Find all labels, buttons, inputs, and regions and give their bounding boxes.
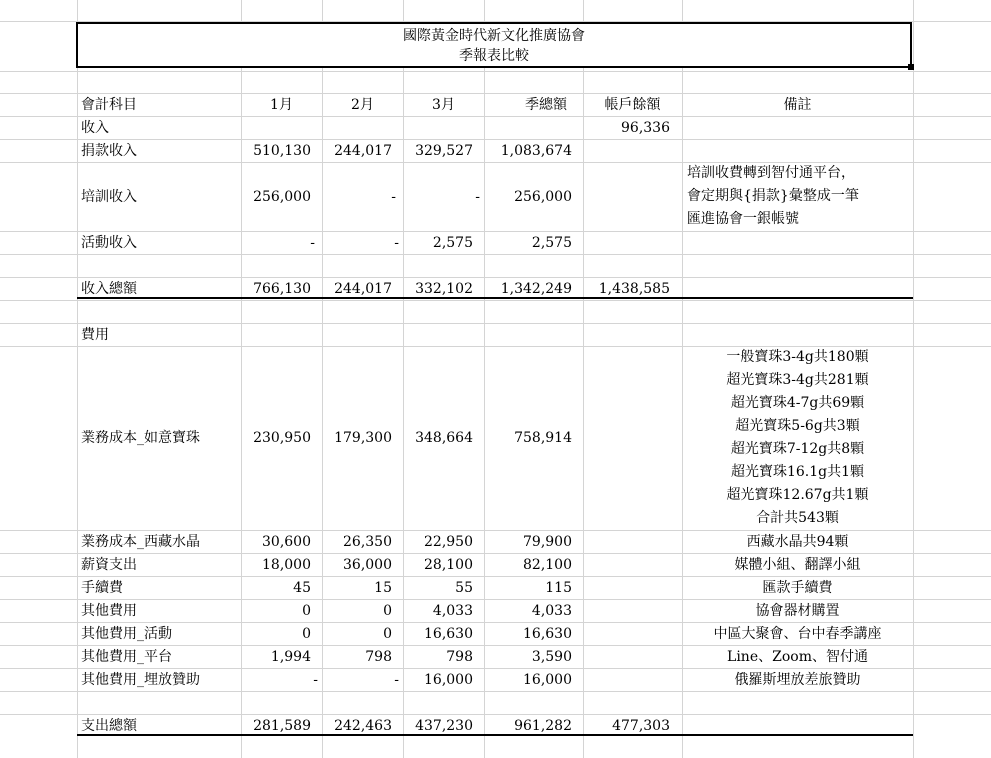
row-mar: 28,100 bbox=[424, 557, 473, 573]
row-mar: - bbox=[475, 189, 480, 205]
row-total: 115 bbox=[545, 580, 572, 596]
note-line: 超光寶珠3-4g共281顆 bbox=[726, 372, 869, 388]
row-total: 4,033 bbox=[531, 603, 572, 619]
row-feb: - bbox=[394, 235, 399, 251]
row-mar: 16,630 bbox=[424, 626, 473, 642]
note-line: 匯進協會一銀帳號 bbox=[687, 211, 799, 227]
row-total: 758,914 bbox=[514, 430, 572, 446]
row-item: 業務成本_如意寶珠 bbox=[81, 430, 200, 446]
expense-label: 費用 bbox=[81, 327, 109, 343]
row-note: 匯款手續費 bbox=[762, 580, 833, 596]
row-jan: 1,994 bbox=[270, 649, 311, 665]
row-mar: 348,664 bbox=[415, 430, 473, 446]
row-note: 中區大聚會、台中春季講座 bbox=[713, 626, 882, 642]
row-total: 1,083,674 bbox=[500, 143, 572, 159]
row-feb: 798 bbox=[365, 649, 392, 665]
row-jan: 230,950 bbox=[253, 430, 311, 446]
header-balance: 帳戶餘額 bbox=[604, 97, 661, 113]
row-total: 16,630 bbox=[523, 626, 572, 642]
row-item: 活動收入 bbox=[81, 235, 137, 251]
row-mar: 22,950 bbox=[424, 534, 473, 550]
row-total: 2,575 bbox=[531, 235, 572, 251]
row-note: 俄羅斯埋放差旅贊助 bbox=[734, 672, 861, 688]
row-jan: - bbox=[313, 672, 318, 688]
row-item: 捐款收入 bbox=[81, 143, 137, 159]
row-jan: - bbox=[310, 235, 315, 251]
row-total: 79,900 bbox=[523, 534, 572, 550]
row-item: 業務成本_西藏水晶 bbox=[81, 534, 200, 550]
header-jan: 1月 bbox=[270, 97, 293, 113]
row-jan: 18,000 bbox=[262, 557, 311, 573]
note-line: 超光寶珠4-7g共69顆 bbox=[730, 395, 865, 411]
expense-total-label: 支出總額 bbox=[81, 718, 137, 734]
row-total: 82,100 bbox=[523, 557, 572, 573]
row-feb: 0 bbox=[383, 603, 392, 619]
header-mar: 3月 bbox=[432, 97, 455, 113]
row-feb: 36,000 bbox=[343, 557, 392, 573]
total-border bbox=[77, 297, 913, 299]
grid-line bbox=[0, 323, 991, 324]
grid-line bbox=[0, 254, 991, 255]
expense-total-mar: 437,230 bbox=[415, 718, 473, 734]
selection-fill-handle[interactable] bbox=[908, 64, 914, 70]
expense-total-quarter: 961,282 bbox=[514, 718, 572, 734]
row-note: Line、Zoom、智付通 bbox=[727, 649, 868, 665]
row-jan: 510,130 bbox=[253, 143, 311, 159]
report-subtitle: 季報表比較 bbox=[459, 48, 529, 64]
row-jan: 256,000 bbox=[253, 189, 311, 205]
header-quarter-total: 季總額 bbox=[525, 97, 567, 113]
row-mar: 329,527 bbox=[415, 143, 473, 159]
row-feb: 244,017 bbox=[334, 143, 392, 159]
row-mar: 2,575 bbox=[432, 235, 473, 251]
row-note: 西藏水晶共94顆 bbox=[746, 534, 849, 550]
row-item: 薪資支出 bbox=[81, 557, 137, 573]
note-line: 超光寶珠16.1g共1顆 bbox=[730, 464, 865, 480]
row-feb: - bbox=[391, 189, 396, 205]
row-jan: 45 bbox=[293, 580, 311, 596]
grid-line bbox=[0, 116, 991, 117]
report-title: 國際黃金時代新文化推廣協會 bbox=[403, 28, 585, 44]
row-mar: 798 bbox=[446, 649, 473, 665]
row-jan: 0 bbox=[302, 626, 311, 642]
grid-line bbox=[0, 71, 991, 72]
note-line: 超光寶珠5-6g共3顆 bbox=[735, 418, 860, 434]
row-item: 其他費用_平台 bbox=[81, 649, 172, 665]
expense-total-jan: 281,589 bbox=[253, 718, 311, 734]
expense-total-balance: 477,303 bbox=[612, 718, 670, 734]
note-line: 培訓收費轉到智付通平台， bbox=[687, 165, 855, 181]
row-mar: 4,033 bbox=[432, 603, 473, 619]
note-line: 超光寶珠12.67g共1顆 bbox=[726, 487, 869, 503]
income-total-quarter: 1,342,249 bbox=[500, 281, 572, 297]
row-item: 手續費 bbox=[81, 580, 123, 596]
row-item: 其他費用 bbox=[81, 603, 137, 619]
row-note: 協會器材購置 bbox=[755, 603, 840, 619]
note-line: 合計共543顆 bbox=[756, 510, 839, 526]
report-title-box[interactable] bbox=[76, 22, 912, 68]
income-total-balance: 1,438,585 bbox=[598, 281, 670, 297]
note-line: 超光寶珠7-12g共8顆 bbox=[730, 441, 865, 457]
row-total: 16,000 bbox=[523, 672, 572, 688]
row-total: 256,000 bbox=[514, 189, 572, 205]
note-line: 一般寶珠3-4g共180顆 bbox=[726, 349, 869, 365]
note-line: 會定期與{捐款}彙整成一筆 bbox=[687, 188, 859, 204]
expense-total-feb: 242,463 bbox=[334, 718, 392, 734]
grid-line bbox=[0, 300, 991, 301]
header-feb: 2月 bbox=[351, 97, 374, 113]
row-item: 其他費用_活動 bbox=[81, 626, 172, 642]
row-feb: 179,300 bbox=[334, 430, 392, 446]
row-item: 其他費用_埋放贊助 bbox=[81, 672, 200, 688]
row-jan: 0 bbox=[302, 603, 311, 619]
total-border bbox=[77, 734, 913, 736]
row-feb: - bbox=[394, 672, 399, 688]
row-total: 3,590 bbox=[531, 649, 572, 665]
row-jan: 30,600 bbox=[262, 534, 311, 550]
grid-line bbox=[0, 691, 991, 692]
row-feb: 26,350 bbox=[343, 534, 392, 550]
income-label: 收入 bbox=[81, 120, 109, 136]
row-mar: 16,000 bbox=[424, 672, 473, 688]
income-total-label: 收入總額 bbox=[81, 281, 137, 297]
header-item: 會計科目 bbox=[81, 97, 137, 113]
header-note: 備註 bbox=[783, 97, 812, 113]
income-balance: 96,336 bbox=[621, 120, 670, 136]
income-total-jan: 766,130 bbox=[253, 281, 311, 297]
row-mar: 55 bbox=[455, 580, 473, 596]
row-feb: 15 bbox=[374, 580, 392, 596]
row-item: 培訓收入 bbox=[81, 189, 137, 205]
row-note: 媒體小組、翻譯小組 bbox=[734, 557, 861, 573]
income-total-feb: 244,017 bbox=[334, 281, 392, 297]
income-total-mar: 332,102 bbox=[415, 281, 473, 297]
row-feb: 0 bbox=[383, 626, 392, 642]
